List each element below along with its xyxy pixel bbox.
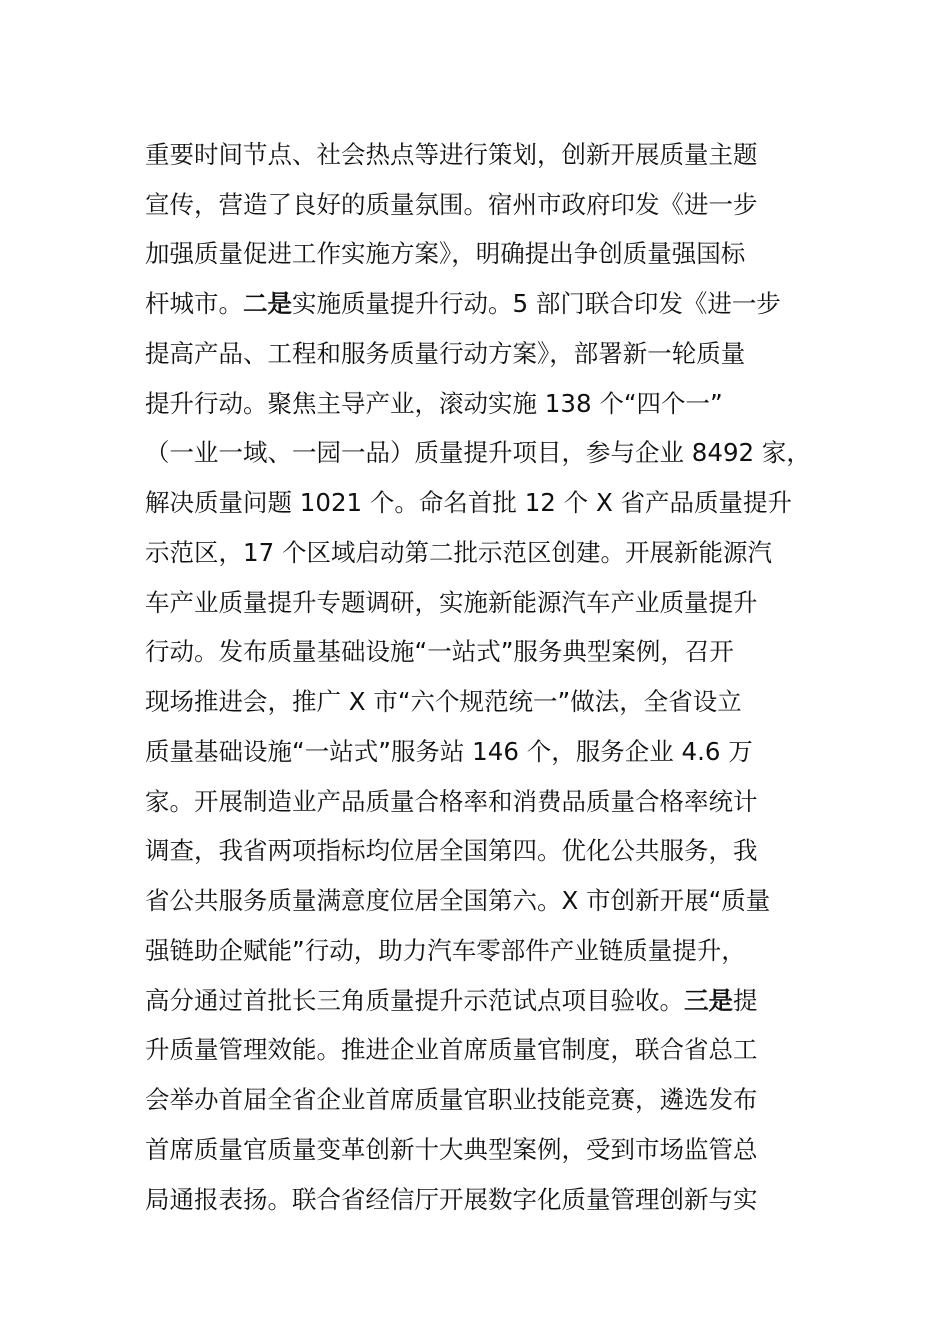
bold-marker: 二是 [243,289,292,318]
text-line: 质量基础设施“一站式”服务站 146 个，服务企业 4.6 万 [145,737,753,766]
text-line: 加强质量促进工作实施方案》，明确提出争创质量强国标 [145,239,746,268]
text-line: 提高产品、工程和服务质量行动方案》，部署新一轮质量 [145,339,746,368]
text-line: 高分通过首批长三角质量提升示范试点项目验收。三是提 [145,986,758,1015]
text-line: 示范区，17 个区域启动第二批示范区创建。开展新能源汽 [145,538,772,567]
text-line: 宣传，营造了良好的质量氛围。宿州市政府印发《进一步 [145,190,758,219]
text-line: 解决质量问题 1021 个。命名首批 12 个 X 省产品质量提升 [145,488,793,517]
text-line: 调查，我省两项指标均位居全国第四。优化公共服务，我 [145,836,758,865]
text-line: 局通报表扬。联合省经信厅开展数字化质量管理创新与实 [145,1185,758,1214]
text-line: 升质量管理效能。推进企业首席质量官制度，联合省总工 [145,1035,758,1064]
text-line: 重要时间节点、社会热点等进行策划，创新开展质量主题 [145,140,758,169]
text-line: 强链助企赋能”行动，助力汽车零部件产业链质量提升， [145,936,746,965]
text-line: 行动。发布质量基础设施“一站式”服务典型案例，召开 [145,637,734,666]
text-line: 杆城市。二是实施质量提升行动。5 部门联合印发《进一步 [145,289,781,318]
text-line: 现场推进会，推广 X 市“六个规范统一”做法，全省设立 [145,687,742,716]
text-line: 首席质量官质量变革创新十大典型案例，受到市场监管总 [145,1135,758,1164]
text-line: 会举办首届全省企业首席质量官职业技能竞赛，遴选发布 [145,1085,758,1114]
text-line: （一业一域、一园一品）质量提升项目，参与企业 8492 家， [145,438,811,467]
text-line: 车产业质量提升专题调研，实施新能源汽车产业质量提升 [145,588,758,617]
bold-marker: 三是 [684,986,733,1015]
text-line: 家。开展制造业产品质量合格率和消费品质量合格率统计 [145,787,758,816]
text-line: 省公共服务质量满意度位居全国第六。X 市创新开展“质量 [145,886,771,915]
text-line: 提升行动。聚焦主导产业，滚动实施 138 个“四个一” [145,389,723,418]
